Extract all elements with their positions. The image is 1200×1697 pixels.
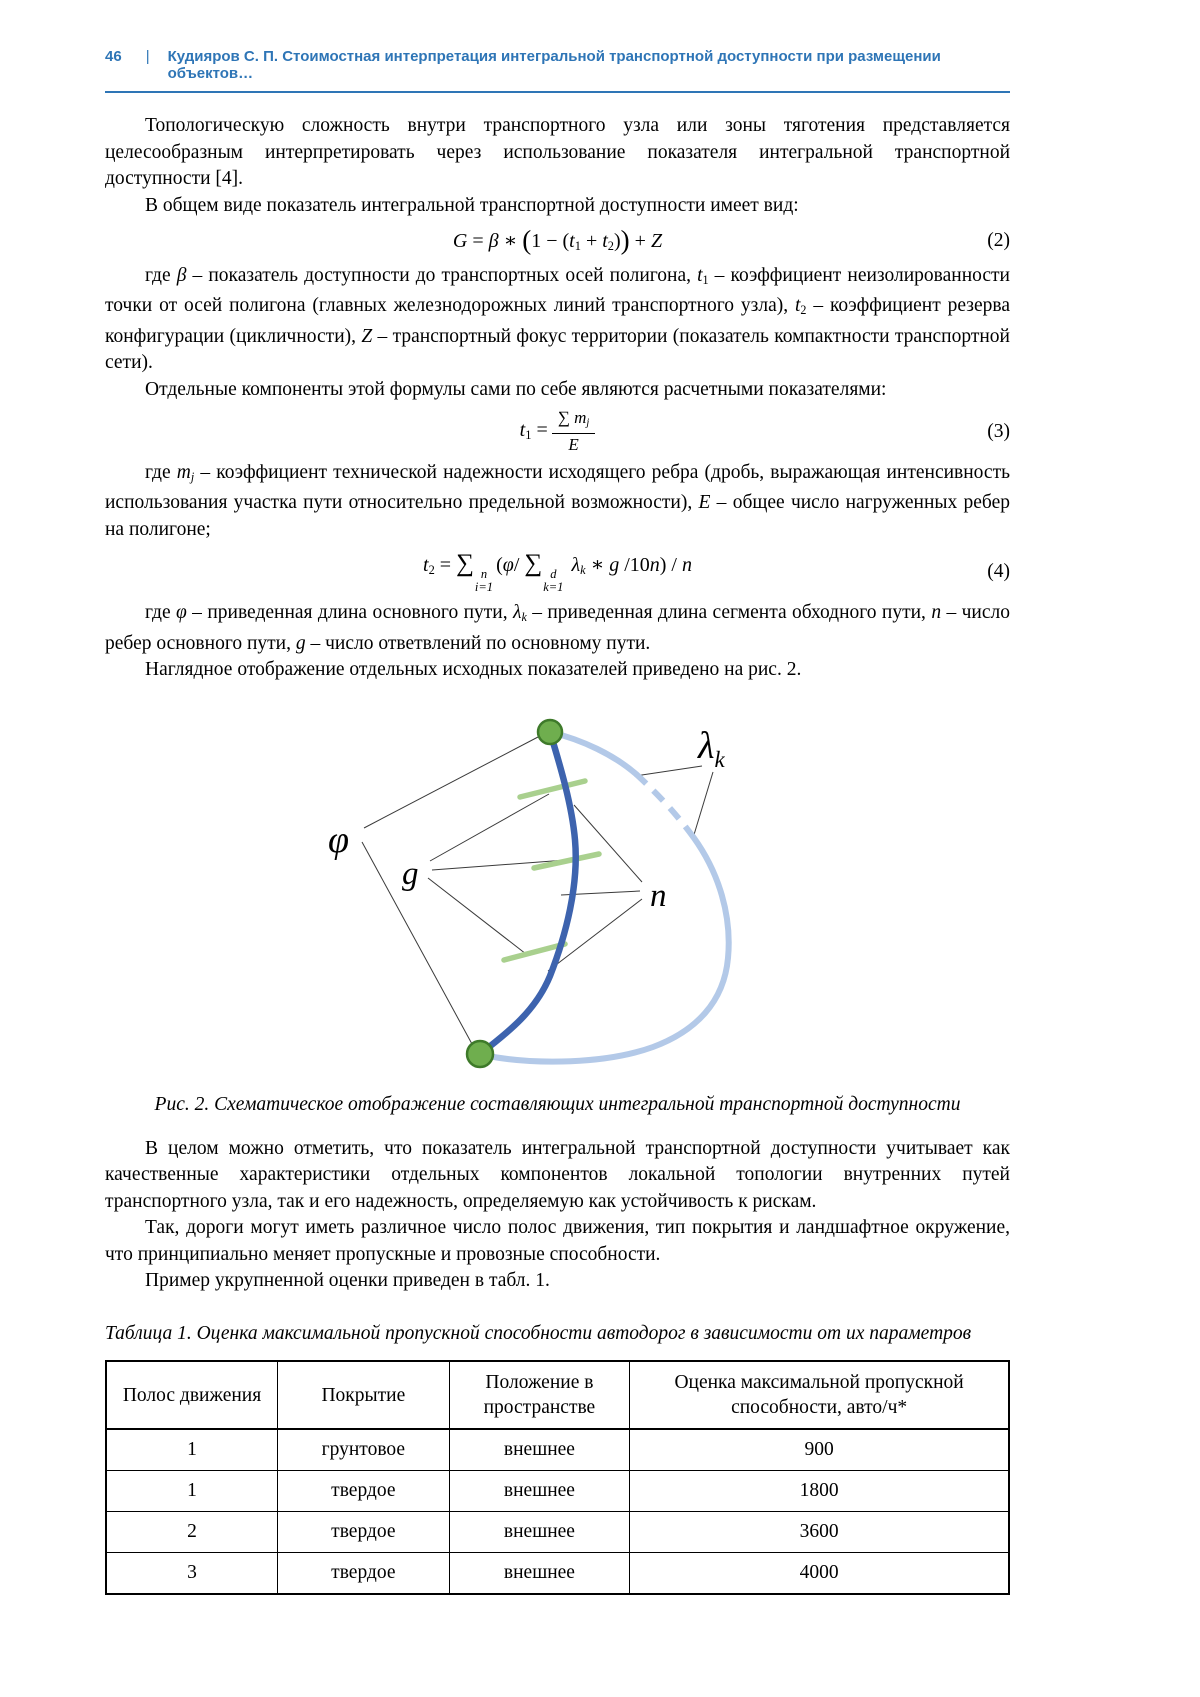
table-1-header [106,1361,1009,1429]
cell-surface: твердое [278,1512,450,1553]
sigma-operator: ∑ [524,550,543,578]
cell-position: внешнее [449,1512,630,1553]
column-header-capacity: Оценка максимальной пропускной способности, авто/ч* [630,1361,1009,1429]
equation-2 [105,224,1010,258]
cell-surface: твердое [278,1471,450,1512]
equation-4 [105,548,1010,595]
table-1 [105,1360,1010,1595]
cell-capacity: 4000 [630,1553,1009,1595]
column-header-lanes: Полос движения [106,1361,278,1429]
sigma-operator: ∑ [456,550,474,578]
page-number: 46 [105,48,122,65]
node-top [538,720,562,744]
header-separator: | [145,48,150,65]
cell-lanes: 3 [106,1553,278,1595]
paragraph-1: Топологическую сложность внутри транспортного узла или зоны тяготения представляется целесообразным интерпретировать через использование показателя интегральной транспортной доступности [4]. [105,115,1010,189]
branch-segment [520,781,585,797]
column-header-surface: Покрытие [278,1361,450,1429]
sigma-limits: n i=1 [474,566,494,595]
column-header-position: Положение в пространстве [449,1361,630,1429]
paragraph-10: Пример укрупненной оценки приведен в табл. 1. [145,1270,550,1292]
cell-lanes: 1 [106,1471,278,1512]
paragraph-9: Так, дороги могут иметь различное число полос движения, тип покрытия и ландшафтное окружение, что принципиально меняет пропускные и провозные способности. [105,1217,1010,1265]
branch-segment [534,854,599,868]
equation-2-number: (2) [987,229,1010,251]
cell-surface: грунтовое [278,1429,450,1471]
label-n: n [649,877,666,914]
table-row [106,1429,1009,1471]
table-1-caption: Таблица 1. Оценка максимальной пропускной способности автодорог в зависимости от их параметров [105,1322,972,1344]
table-1-body [106,1429,1009,1594]
main-route-path [480,732,576,1054]
paragraph-3: где β – показатель доступности до транспортных осей полигона, $t_1$ – коэффициент неизолированности точки от осей полигона (главных железнодорожных линий транспортного узла), $t_2$ – коэффициент резерва конфигурации (цикличности), Z – транспортный фокус территории (показатель компактности транспортной сети). [105,264,1010,374]
equation-3-number: (3) [987,420,1010,442]
paragraph-7: Наглядное отображение отдельных исходных показателей приведено на рис. 2. [145,659,802,681]
equation-3-expression [520,408,596,455]
equation-3 [105,408,1010,455]
paragraph-2: В общем виде показатель интегральной транспортной доступности имеет вид: [145,194,799,216]
equation-4-number: (4) [987,560,1010,582]
table-header-row [106,1361,1009,1429]
bypass-route-dashed-segment [636,774,694,838]
bypass-route-solid-bottom [488,838,729,1062]
cell-lanes: 1 [106,1429,278,1471]
paragraph-8: В целом можно отметить, что показатель интегральной транспортной доступности учитывает как качественные характеристики отдельных компонентов локальной топологии внутренних путей транспортного узла, так и его надежность, определяемую как устойчивость к рискам. [105,1137,1010,1212]
figure-2 [105,710,1010,1118]
equation-4-expression [423,548,692,595]
equation-4-lhs: $t_2$ = [423,554,457,578]
label-phi: φ [327,818,349,861]
cell-capacity: 1800 [630,1471,1009,1512]
fraction [552,408,596,455]
label-g: g [401,855,418,892]
table-row [106,1512,1009,1553]
running-title: Кудияров С. П. Стоимостная интерпретация интегральной транспортной доступности при размещении объектов… [167,48,941,82]
equation-4-mid2: $\lambda_k$ ∗ g /10n) / n [566,554,692,578]
cell-capacity: 3600 [630,1512,1009,1553]
cell-surface: твердое [278,1553,450,1595]
sigma-limits: d k=1 [543,566,564,595]
header-rule [105,91,1010,93]
running-header [105,48,1010,82]
table-row [106,1553,1009,1595]
table-row [106,1471,1009,1512]
cell-position: внешнее [449,1429,630,1471]
cell-lanes: 2 [106,1512,278,1553]
paragraph-6: где φ – приведенная длина основного пути, $\lambda_k$ – приведенная длина сегмента обходного пути, n – число ребер основного пути, g – число ответвлений по основному пути. [105,602,1010,654]
fraction-numerator: ∑ $m_j$ [552,408,596,433]
node-bottom [467,1041,493,1067]
equation-3-lhs: $t_1$ = [519,419,548,443]
label-lambda-k: $\lambda_k$ [697,724,725,772]
cell-position: внешнее [449,1471,630,1512]
article-body [105,113,1010,1595]
fraction-denominator: E [568,434,579,454]
figure-2-diagram [298,710,818,1080]
paragraph-4: Отдельные компоненты этой формулы сами по себе являются расчетными показателями: [145,378,887,400]
cell-capacity: 900 [630,1429,1009,1471]
cell-position: внешнее [449,1553,630,1595]
equation-2-expression: G = β ∗ $(1 - (t_1 + t_2)) + Z$ [452,225,663,255]
paragraph-5: где $m_j$ – коэффициент технической надежности исходящего ребра (дробь, выражающая интенсивность использования участка пути относительно предельной возможности), E – общее число нагруженных ребер на полигоне; [105,461,1010,540]
branch-segments [504,781,599,960]
figure-2-caption: Рис. 2. Схематическое отображение составляющих интегральной транспортной доступности [154,1093,961,1115]
page-header [105,48,1010,93]
equation-4-mid1: (φ/ [496,554,525,577]
